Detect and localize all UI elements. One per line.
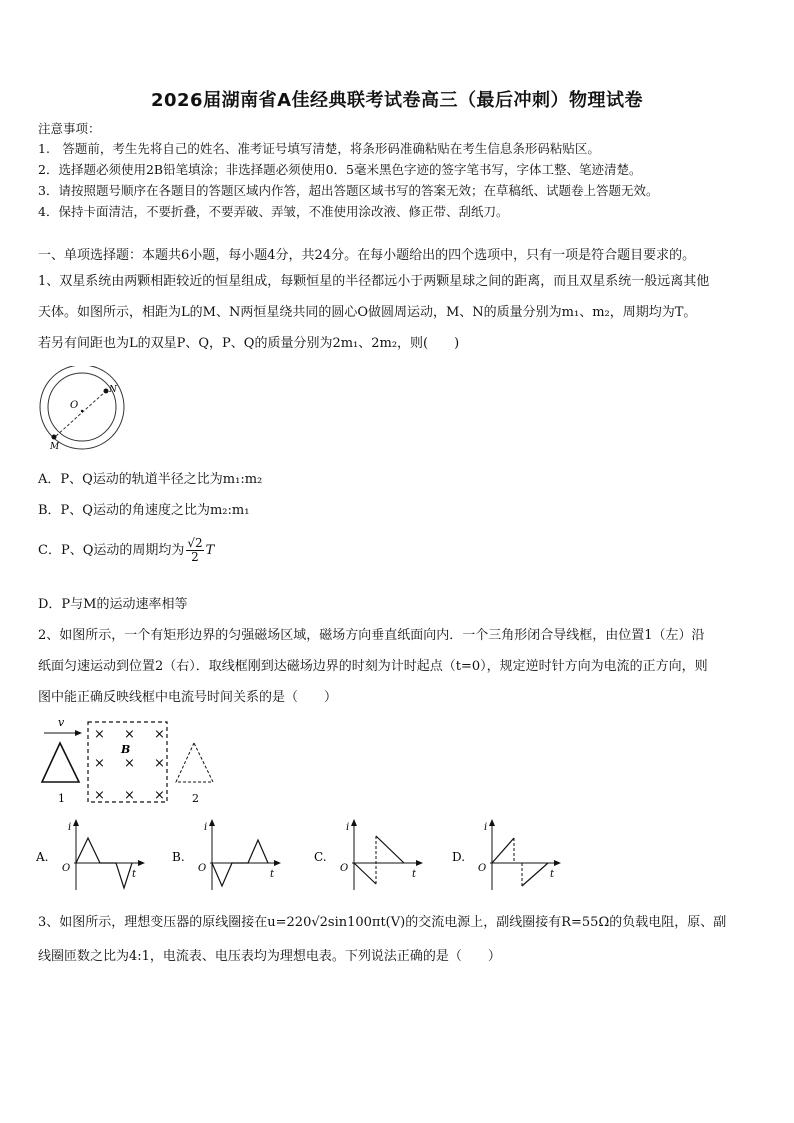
q2-line-3: 图中能正确反映线框中电流号时间关系的是（ ）: [38, 690, 338, 705]
svg-text:i: i: [68, 822, 72, 833]
q1-option-b: B．P、Q运动的角速度之比为m₂:m₁: [38, 503, 250, 518]
svg-text:t: t: [132, 869, 137, 880]
graph-d: [452, 816, 572, 896]
svg-text:×: ×: [124, 756, 135, 771]
q1-option-d: D．P与M的运动速率相等: [38, 597, 188, 612]
graph-d-label: D.: [452, 850, 466, 864]
svg-text:×: ×: [94, 727, 105, 742]
svg-text:t: t: [270, 869, 275, 880]
svg-text:×: ×: [94, 788, 105, 803]
graph-c-label: C.: [314, 850, 327, 864]
svg-text:i: i: [346, 822, 350, 833]
svg-text:t: t: [550, 869, 555, 880]
svg-text:t: t: [412, 869, 417, 880]
notice-item-2: 2．选择题必须使用2B铅笔填涂；非选择题必须使用0．5毫米黑色字迹的签字笔书写，字体工整、笔迹清楚。: [38, 162, 642, 177]
svg-text:O: O: [340, 863, 349, 874]
svg-text:O: O: [478, 863, 487, 874]
velocity-arrow-icon: [75, 730, 82, 736]
q1-line-2: 天体。如图所示，相距为L的M、N两恒星绕共同的圆心O做圆周运动，M、N的质量分别为m₁、m₂，周期均为T。: [38, 305, 697, 320]
field-cross-icons: [94, 727, 165, 803]
q3-line-1: 3、如图所示，理想变压器的原线圈接在u=220√2sin100πt(V)的交流电源上，副线圈接有R=55Ω的负载电阻，原、副: [38, 915, 727, 930]
q1-option-a: A．P、Q运动的轨道半径之比为m₁:m₂: [38, 472, 263, 487]
triangle-position-2: [176, 743, 213, 782]
velocity-label: v: [58, 716, 65, 729]
q1-line-1: 1、双星系统由两颗相距较近的恒星组成，每颗恒星的半径都远小于两颗星球之间的距离，而且双星系统一般远离其他: [38, 274, 710, 289]
graph-b-label: B.: [172, 850, 185, 864]
q1-option-c-prefix: C．P、Q运动的周期均为: [38, 543, 185, 558]
triangle-position-1: [42, 743, 79, 782]
label-n: N: [109, 385, 117, 395]
label-o: O: [70, 400, 79, 411]
graph-a: [36, 816, 156, 896]
notice-heading: 注意事项：: [38, 121, 101, 136]
star-m: [52, 435, 57, 440]
position-1-label: 1: [58, 792, 65, 805]
binary-star-figure: [36, 366, 136, 456]
q2-line-1: 2、如图所示，一个有矩形边界的匀强磁场区域，磁场方向垂直纸面向内．一个三角形闭合导线框，由位置1（左）沿: [38, 628, 705, 643]
q2-line-2: 纸面匀速运动到位置2（右）．取线框刚到达磁场边界的时刻为计时起点（t=0），规定逆时针方向为电流的正方向，则: [38, 659, 708, 674]
notice-item-1: 1. 答题前，考生先将自己的姓名、准考证号填写清楚，将条形码准确粘贴在考生信息条形码粘贴区。: [38, 141, 600, 156]
svg-text:×: ×: [94, 756, 105, 771]
period-fraction: $\frac{√2}{2}$: [187, 536, 203, 564]
svg-text:O: O: [62, 863, 71, 874]
svg-text:O: O: [198, 863, 207, 874]
svg-text:×: ×: [154, 756, 165, 771]
svg-text:×: ×: [124, 788, 135, 803]
q3-line-2: 线圈匝数之比为4:1，电流表、电压表均为理想电表。下列说法正确的是（ ）: [38, 949, 501, 964]
q1-option-c: C．P、Q运动的周期均为 $\frac{√2}{2}$ T: [38, 536, 215, 564]
svg-text:×: ×: [154, 788, 165, 803]
svg-text:i: i: [484, 822, 488, 833]
field-b-label: B: [121, 743, 131, 756]
label-m: M: [50, 442, 60, 452]
q1-line-3: 若另有间距也为L的双星P、Q，P、Q的质量分别为2m₁、2m₂，则( ): [38, 336, 460, 351]
star-n: [104, 389, 109, 394]
svg-text:i: i: [204, 822, 208, 833]
position-2-label: 2: [192, 792, 199, 805]
notice-item-4: 4．保持卡面清洁，不要折叠，不要弄破、弄皱，不准使用涂改液、修正带、刮纸刀。: [38, 204, 509, 219]
svg-text:×: ×: [124, 727, 135, 742]
graph-a-label: A.: [36, 850, 49, 864]
svg-text:×: ×: [154, 727, 165, 742]
section-heading: 一、单项选择题：本题共6小题，每小题4分，共24分。在每小题给出的四个选项中，只有一项是符合题目要求的。: [38, 248, 696, 263]
graph-b: [172, 816, 292, 896]
page-title: 2026届湖南省A佳经典联考试卷高三（最后冲刺）物理试卷: [150, 90, 644, 111]
notice-item-3: 3．请按照题号顺序在各题目的答题区域内作答，超出答题区域书写的答案无效；在草稿纸、试题卷上答题无效。: [38, 183, 659, 198]
magnetic-field-figure: [36, 714, 226, 810]
graph-c: [314, 816, 434, 896]
